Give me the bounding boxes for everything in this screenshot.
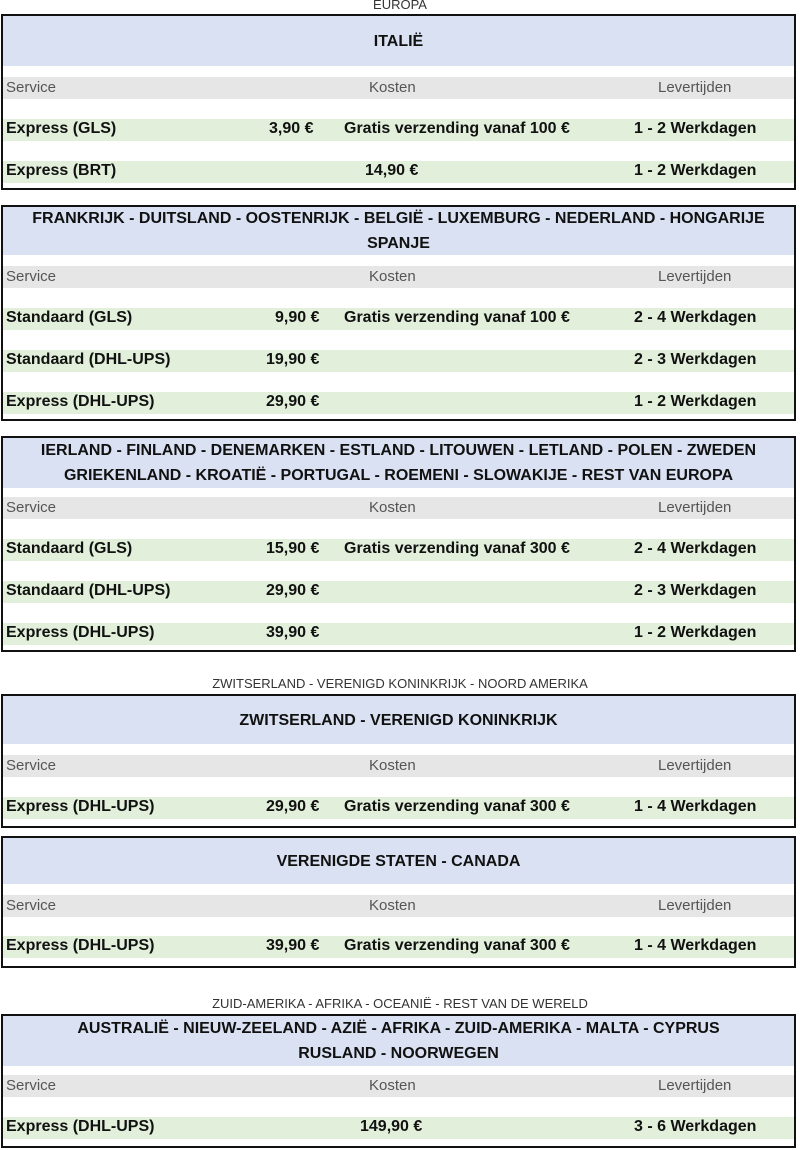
header-cost: Kosten	[369, 499, 416, 516]
header-lead: Levertijden	[658, 499, 732, 516]
delivery-time: 2 - 4 Werkdagen	[634, 540, 757, 557]
table-row	[3, 623, 794, 645]
table-row	[3, 392, 794, 414]
table-row	[3, 308, 794, 330]
price: 15,90 €	[266, 540, 320, 557]
shipping-table-west-europe	[1, 205, 796, 421]
service-name: Express (DHL-UPS)	[6, 937, 155, 954]
table-title	[3, 438, 794, 488]
delivery-time: 1 - 2 Werkdagen	[634, 162, 757, 179]
table-title	[3, 207, 794, 255]
title-line: GRIEKENLAND - KROATIË - PORTUGAL - ROEMENI - SLOWAKIJE - REST VAN EUROPA	[63, 467, 734, 484]
header-row	[3, 266, 794, 288]
header-service: Service	[6, 268, 57, 285]
service-name: Express (DHL-UPS)	[6, 798, 155, 815]
delivery-time: 1 - 4 Werkdagen	[634, 937, 757, 954]
header-service: Service	[6, 897, 57, 914]
header-row	[3, 755, 794, 777]
table-row	[3, 581, 794, 603]
shipping-table-vs-canada	[1, 836, 796, 968]
service-name: Express (BRT)	[6, 162, 117, 179]
section-label-zwitserland: ZWITSERLAND - VERENIGD KONINKRIJK - NOORD AMERIKA	[212, 676, 588, 691]
price: 39,90 €	[266, 624, 320, 641]
shipping-table-italie	[1, 14, 796, 190]
table-title	[3, 838, 794, 884]
free-shipping-note: Gratis verzending vanaf 100 €	[344, 309, 570, 326]
free-shipping-note: Gratis verzending vanaf 300 €	[344, 937, 570, 954]
free-shipping-note: Gratis verzending vanaf 100 €	[344, 120, 570, 137]
price: 3,90 €	[269, 120, 314, 137]
header-lead: Levertijden	[658, 79, 732, 96]
header-row	[3, 497, 794, 519]
price: 149,90 €	[360, 1118, 423, 1135]
header-service: Service	[6, 499, 57, 516]
section-label-europa: EUROPA	[373, 0, 427, 12]
header-row	[3, 895, 794, 917]
delivery-time: 3 - 6 Werkdagen	[634, 1118, 757, 1135]
table-title	[3, 16, 794, 66]
free-shipping-note: Gratis verzending vanaf 300 €	[344, 798, 570, 815]
header-cost: Kosten	[369, 268, 416, 285]
title-line: VERENIGDE STATEN - CANADA	[276, 852, 521, 870]
service-name: Express (DHL-UPS)	[6, 624, 155, 641]
price: 14,90 €	[365, 162, 419, 179]
service-name: Standaard (DHL-UPS)	[6, 582, 171, 599]
shipping-table-rest-wereld	[1, 1014, 796, 1148]
table-row	[3, 936, 794, 958]
delivery-time: 1 - 4 Werkdagen	[634, 798, 757, 815]
section-label-rest-wereld: ZUID-AMERIKA - AFRIKA - OCEANIË - REST VAN DE WERELD	[212, 996, 588, 1011]
delivery-time: 1 - 2 Werkdagen	[634, 624, 757, 641]
header-lead: Levertijden	[658, 1077, 732, 1094]
title-line: FRANKRIJK - DUITSLAND - OOSTENRIJK - BELGIË - LUXEMBURG - NEDERLAND - HONGARIJE	[32, 210, 765, 227]
delivery-time: 2 - 4 Werkdagen	[634, 309, 757, 326]
header-cost: Kosten	[369, 1077, 416, 1094]
title-line: IERLAND - FINLAND - DENEMARKEN - ESTLAND - LITOUWEN - LETLAND - POLEN - ZWEDEN	[40, 442, 757, 459]
title-line: ZWITSERLAND - VERENIGD KONINKRIJK	[239, 711, 558, 729]
table-row	[3, 119, 794, 141]
price: 29,90 €	[266, 582, 320, 599]
free-shipping-note: Gratis verzending vanaf 300 €	[344, 540, 570, 557]
table-title	[3, 1016, 794, 1066]
table-row	[3, 797, 794, 819]
service-name: Standaard (GLS)	[6, 309, 133, 326]
header-lead: Levertijden	[658, 897, 732, 914]
header-service: Service	[6, 757, 57, 774]
service-name: Standaard (GLS)	[6, 540, 133, 557]
header-service: Service	[6, 1077, 57, 1094]
price: 39,90 €	[266, 937, 320, 954]
table-row	[3, 539, 794, 561]
header-row	[3, 77, 794, 99]
table-row	[3, 350, 794, 372]
table-row	[3, 1117, 794, 1139]
price: 9,90 €	[275, 309, 320, 326]
table-row	[3, 161, 794, 183]
header-cost: Kosten	[369, 897, 416, 914]
header-lead: Levertijden	[658, 268, 732, 285]
title-line: ITALIË	[373, 32, 424, 50]
table-title	[3, 696, 794, 744]
service-name: Express (DHL-UPS)	[6, 1118, 155, 1135]
price: 19,90 €	[266, 351, 320, 368]
price: 29,90 €	[266, 798, 320, 815]
header-lead: Levertijden	[658, 757, 732, 774]
shipping-table-zwitserland	[1, 694, 796, 828]
price: 29,90 €	[266, 393, 320, 410]
header-cost: Kosten	[369, 757, 416, 774]
header-cost: Kosten	[369, 79, 416, 96]
title-line: SPANJE	[367, 235, 430, 252]
delivery-time: 1 - 2 Werkdagen	[634, 393, 757, 410]
delivery-time: 2 - 3 Werkdagen	[634, 582, 757, 599]
service-name: Express (DHL-UPS)	[6, 393, 155, 410]
delivery-time: 1 - 2 Werkdagen	[634, 120, 757, 137]
header-service: Service	[6, 79, 57, 96]
delivery-time: 2 - 3 Werkdagen	[634, 351, 757, 368]
shipping-table-rest-europe	[1, 436, 796, 652]
service-name: Standaard (DHL-UPS)	[6, 351, 171, 368]
service-name: Express (GLS)	[6, 120, 117, 137]
header-row	[3, 1075, 794, 1097]
title-line: AUSTRALIË - NIEUW-ZEELAND - AZIË - AFRIKA - ZUID-AMERIKA - MALTA - CYPRUS	[77, 1020, 720, 1037]
title-line: RUSLAND - NOORWEGEN	[298, 1045, 499, 1062]
